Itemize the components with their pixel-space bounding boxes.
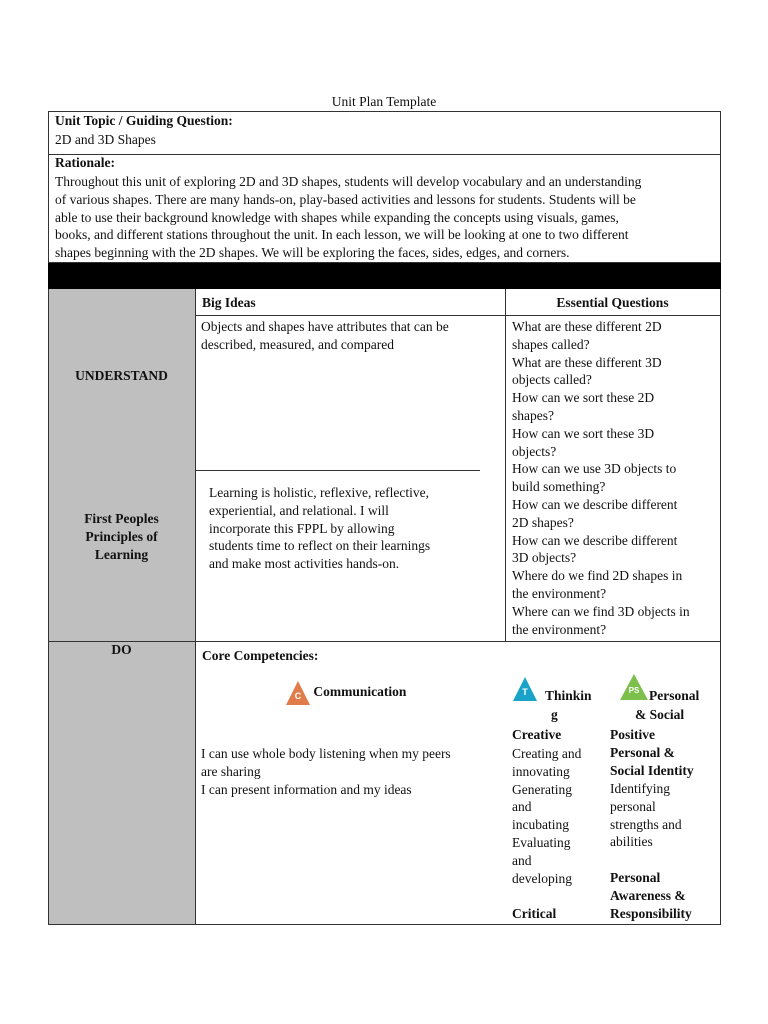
fppl-line: students time to reflect on their learnings bbox=[209, 538, 431, 554]
understand-label: UNDERSTAND bbox=[75, 368, 168, 383]
thinking-icon-letter: T bbox=[522, 687, 528, 697]
essential-question-line: the environment? bbox=[512, 585, 607, 601]
essential-question-line: How can we sort these 2D bbox=[512, 390, 655, 406]
fppl-label-line: First Peoples bbox=[84, 511, 159, 526]
essential-question-line: objects called? bbox=[512, 372, 592, 388]
rationale-line: shapes beginning with the 2D shapes. We will be exploring the faces, sides, edges, and corners. bbox=[55, 245, 570, 261]
awareness-header-line: Responsibility bbox=[610, 905, 692, 921]
section-divider-bar bbox=[48, 263, 721, 289]
identity-line: abilities bbox=[610, 834, 653, 850]
fppl-text bbox=[209, 484, 430, 573]
essential-question-line: What are these different 3D bbox=[512, 354, 662, 370]
core-competencies-header: Core Competencies: bbox=[202, 648, 319, 663]
unit-topic-value: 2D and 3D Shapes bbox=[55, 132, 156, 147]
identity-header bbox=[610, 726, 694, 779]
essential-question-line: the environment? bbox=[512, 621, 607, 637]
thinking-label-line: Thinkin bbox=[545, 688, 592, 703]
creative-line: Creating and bbox=[512, 746, 582, 761]
big-ideas-text bbox=[201, 318, 449, 354]
communication-icon-letter: C bbox=[294, 691, 302, 701]
essential-question-line: How can we describe different bbox=[512, 496, 678, 512]
essential-question-line: shapes? bbox=[512, 407, 554, 423]
communication-triangle-icon bbox=[286, 681, 310, 703]
identity-text bbox=[610, 780, 682, 851]
creative-line: Generating bbox=[512, 781, 572, 797]
creative-line: and bbox=[512, 852, 532, 868]
critical-header: Critical bbox=[512, 906, 557, 921]
communication-heading bbox=[286, 681, 406, 703]
essential-question-line: objects? bbox=[512, 443, 557, 459]
personal-social-label-line: Personal bbox=[649, 688, 700, 703]
rationale-line: Throughout this unit of exploring 2D and 3D shapes, students will develop vocabulary and an understanding bbox=[55, 174, 642, 189]
rationale-line: able to use their background knowledge with shapes while expanding the concepts using visuals, games, bbox=[55, 209, 619, 225]
essential-questions-text bbox=[512, 318, 690, 638]
personal-social-heading bbox=[620, 674, 648, 698]
column-divider-1 bbox=[195, 289, 196, 925]
unit-topic-label: Unit Topic / Guiding Question: bbox=[55, 113, 233, 128]
table-left-border bbox=[48, 289, 49, 925]
creative-line: incubating bbox=[512, 817, 569, 833]
essential-question-line: How can we use 3D objects to bbox=[512, 461, 677, 477]
communication-label: Communication bbox=[313, 684, 407, 699]
essential-question-line: 3D objects? bbox=[512, 550, 577, 566]
personal-social-triangle-icon bbox=[620, 674, 648, 698]
creative-header: Creative bbox=[512, 727, 562, 742]
personal-social-label-line: & Social bbox=[635, 707, 685, 722]
creative-line: innovating bbox=[512, 763, 570, 779]
big-ideas-divider bbox=[195, 470, 480, 471]
rationale-text bbox=[55, 173, 720, 262]
fppl-line: and make most activities hands-on. bbox=[209, 556, 400, 572]
essential-question-line: How can we describe different bbox=[512, 532, 678, 548]
rationale-line: of various shapes. There are many hands-on, play-based activities and lessons for students. Students will be bbox=[55, 191, 636, 207]
essential-question-line: Where do we find 2D shapes in bbox=[512, 568, 683, 584]
awareness-header-line: Personal bbox=[610, 870, 661, 885]
document-title: Unit Plan Template bbox=[331, 94, 437, 109]
identity-header-line: Social Identity bbox=[610, 762, 694, 778]
creative-line: Evaluating bbox=[512, 834, 571, 850]
rationale-label: Rationale: bbox=[55, 155, 115, 170]
fppl-label-line: Learning bbox=[94, 547, 149, 562]
creative-text bbox=[512, 745, 581, 887]
fppl-line: experiential, and relational. I will bbox=[209, 502, 389, 518]
rationale-line: books, and different stations throughout the unit. In each lesson, we will be looking at one to two different bbox=[55, 227, 629, 243]
creative-line: developing bbox=[512, 870, 572, 886]
communication-line: I can present information and my ideas bbox=[201, 781, 412, 797]
essential-question-line: build something? bbox=[512, 479, 606, 495]
fppl-label bbox=[48, 510, 195, 564]
awareness-header-line: Awareness & bbox=[610, 887, 686, 903]
essential-question-line: Where can we find 3D objects in bbox=[512, 603, 690, 619]
identity-header-line: Personal & bbox=[610, 744, 675, 760]
big-ideas-line: described, measured, and compared bbox=[201, 336, 395, 352]
unit-topic-box bbox=[48, 111, 721, 155]
communication-text bbox=[201, 745, 451, 798]
identity-line: Identifying bbox=[610, 781, 670, 796]
identity-line: strengths and bbox=[610, 816, 682, 832]
table-bottom-border bbox=[48, 924, 721, 925]
identity-header-line: Positive bbox=[610, 727, 655, 742]
personal-social-icon-letter: PS bbox=[628, 686, 640, 695]
essential-questions-header: Essential Questions bbox=[556, 295, 669, 310]
communication-line: are sharing bbox=[201, 763, 261, 779]
identity-line: personal bbox=[610, 798, 656, 814]
thinking-triangle-icon bbox=[513, 677, 537, 699]
big-ideas-header: Big Ideas bbox=[202, 295, 256, 310]
fppl-line: incorporate this FPPL by allowing bbox=[209, 520, 395, 536]
essential-question-line: 2D shapes? bbox=[512, 514, 574, 530]
fppl-line: Learning is holistic, reflexive, reflective, bbox=[209, 485, 430, 500]
creative-line: and bbox=[512, 799, 532, 815]
essential-question-line: How can we sort these 3D bbox=[512, 425, 655, 441]
awareness-header bbox=[610, 869, 692, 922]
big-ideas-line: Objects and shapes have attributes that can be bbox=[201, 319, 449, 334]
essential-question-line: shapes called? bbox=[512, 336, 590, 352]
essential-question-line: What are these different 2D bbox=[512, 319, 662, 334]
do-label: DO bbox=[111, 642, 132, 657]
communication-line: I can use whole body listening when my peers bbox=[201, 746, 451, 761]
rationale-box bbox=[48, 154, 721, 263]
column-divider-2 bbox=[505, 289, 506, 641]
header-underline bbox=[195, 315, 720, 316]
left-label-column bbox=[48, 289, 195, 925]
thinking-label-line: g bbox=[551, 707, 558, 722]
fppl-label-line: Principles of bbox=[85, 529, 158, 544]
table-right-border bbox=[720, 289, 721, 925]
